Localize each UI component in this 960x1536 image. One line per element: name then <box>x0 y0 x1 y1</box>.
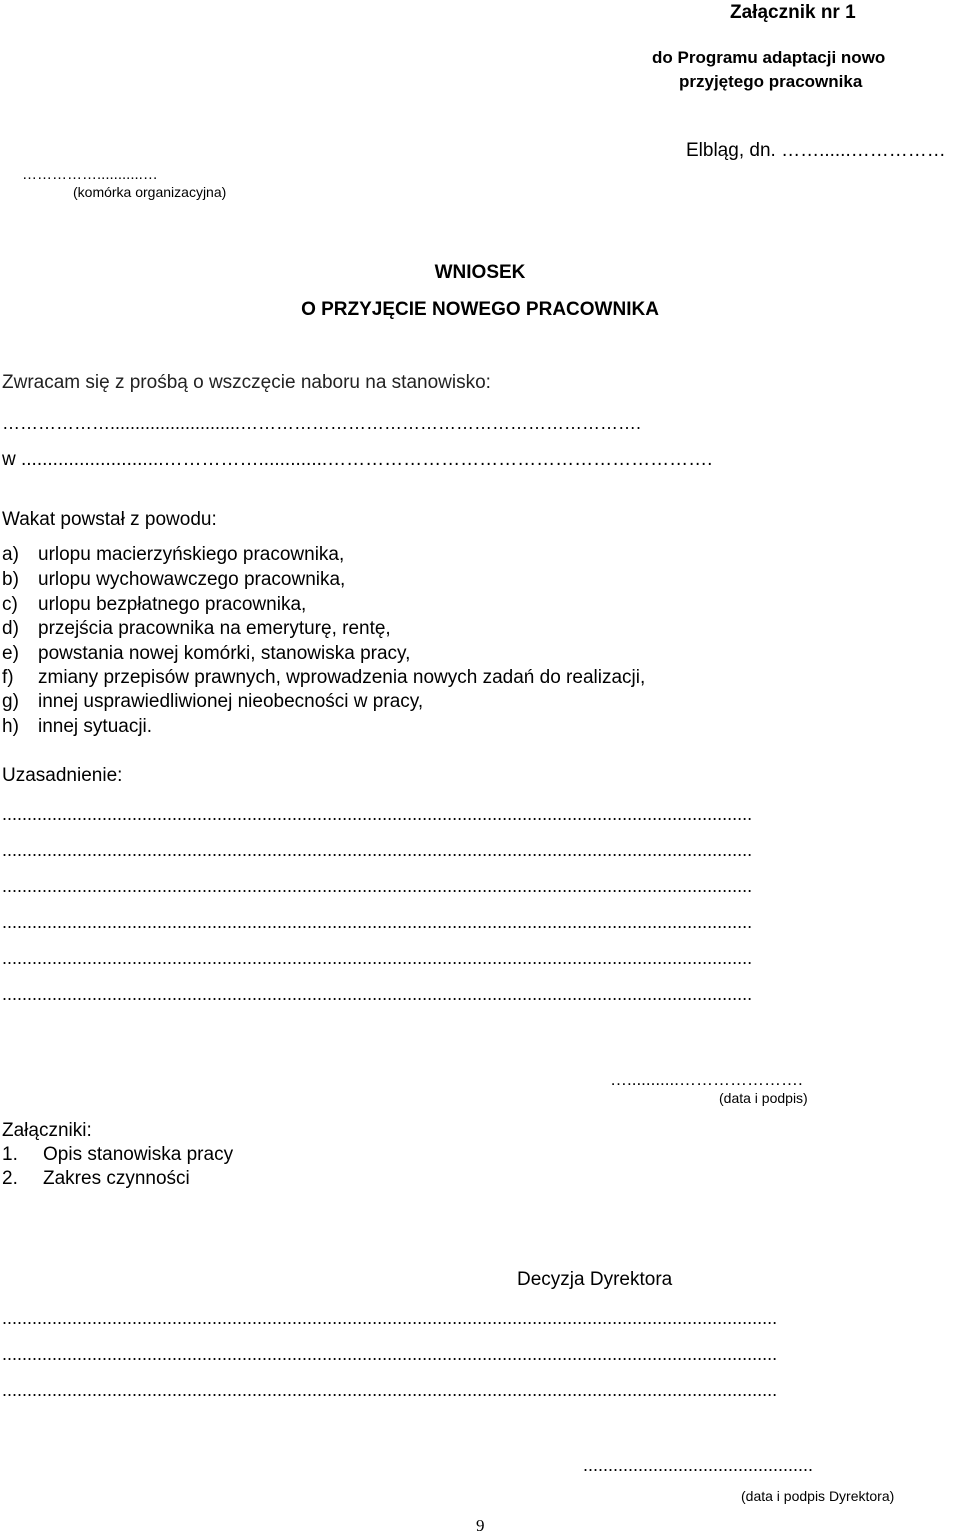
page-number: 9 <box>476 1516 485 1535</box>
reason-item <box>2 594 306 616</box>
reason-item-letter: f) <box>2 667 14 688</box>
reason-item-text: innej sytuacji. <box>38 716 153 737</box>
decision-line: ........................................................................................................................................................... <box>2 1344 778 1364</box>
reason-item <box>2 544 344 566</box>
attachment-number: 1. <box>2 1144 18 1165</box>
reason-item-letter: h) <box>2 716 19 737</box>
document-title: WNIOSEK <box>434 262 526 283</box>
decision-line: ........................................................................................................................................................... <box>2 1380 778 1400</box>
reason-item <box>2 643 410 665</box>
unit-dots: ……………...........… <box>22 166 158 183</box>
justification-line: ...................................................................................................................................................... <box>2 840 753 860</box>
reason-item <box>2 716 152 738</box>
annex-subtitle-line2: przyjętego pracownika <box>679 72 863 91</box>
reason-item <box>2 691 423 713</box>
reason-item-text: urlopu wychowawczego pracownika, <box>38 569 346 590</box>
justification-line: ...................................................................................................................................................... <box>2 948 753 968</box>
reason-item-text: innej usprawiedliwionej nieobecności w pracy, <box>38 691 424 712</box>
annex-subtitle-line1: do Programu adaptacji nowo <box>652 48 886 67</box>
reason-item-text: powstania nowej komórki, stanowiska pracy, <box>38 643 411 664</box>
signature-dots: …...........…………………. <box>610 1070 803 1089</box>
request-intro: Zwracam się z prośbą o wszczęcie naboru na stanowisko: <box>2 372 491 393</box>
reason-item-letter: a) <box>2 544 19 565</box>
reason-item-letter: c) <box>2 594 18 615</box>
unit-caption: (komórka organizacyjna) <box>73 184 227 200</box>
attachment-number: 2. <box>2 1168 18 1189</box>
document-subtitle: O PRZYJĘCIE NOWEGO PRACOWNIKA <box>301 299 659 320</box>
justification-line: ...................................................................................................................................................... <box>2 912 753 932</box>
attachment-item <box>2 1168 190 1190</box>
justification-line: ...................................................................................................................................................... <box>2 984 753 1004</box>
attachment-text: Zakres czynności <box>43 1168 190 1189</box>
reason-item <box>2 569 345 591</box>
reason-item <box>2 618 391 640</box>
reason-item-letter: d) <box>2 618 19 639</box>
position-dots: ………………..........................…………………………………………………………. <box>2 413 642 433</box>
place-date: Elbląg, dn. ……......…………… <box>686 140 946 161</box>
reason-item-text: urlopu bezpłatnego pracownika, <box>38 594 307 615</box>
attachment-item <box>2 1144 233 1166</box>
annex-title: Załącznik nr 1 <box>730 2 856 23</box>
reason-label: Wakat powstał z powodu: <box>2 509 217 530</box>
reason-item-text: przejścia pracownika na emeryturę, rentę, <box>38 618 391 639</box>
decision-title: Decyzja Dyrektora <box>517 1269 673 1290</box>
reason-item-text: urlopu macierzyńskiego pracownika, <box>38 544 345 565</box>
attachment-text: Opis stanowiska pracy <box>43 1144 234 1165</box>
unit-line: w ...........................…………….............……………………………………………………. <box>2 449 713 470</box>
justification-line: ...................................................................................................................................................... <box>2 804 753 824</box>
justification-line: ...................................................................................................................................................... <box>2 876 753 896</box>
decision-line: ........................................................................................................................................................... <box>2 1308 778 1328</box>
director-signature-dots: .............................................. <box>583 1455 814 1475</box>
reason-item-letter: g) <box>2 691 19 712</box>
attachments-label: Załączniki: <box>2 1120 92 1141</box>
director-signature-caption: (data i podpis Dyrektora) <box>741 1488 895 1504</box>
reason-item-letter: e) <box>2 643 19 664</box>
signature-caption: (data i podpis) <box>719 1090 808 1106</box>
reason-item-text: zmiany przepisów prawnych, wprowadzenia nowych zadań do realizacji, <box>38 667 646 688</box>
reason-item <box>2 667 645 689</box>
reason-item-letter: b) <box>2 569 19 590</box>
justification-label: Uzasadnienie: <box>2 765 123 786</box>
